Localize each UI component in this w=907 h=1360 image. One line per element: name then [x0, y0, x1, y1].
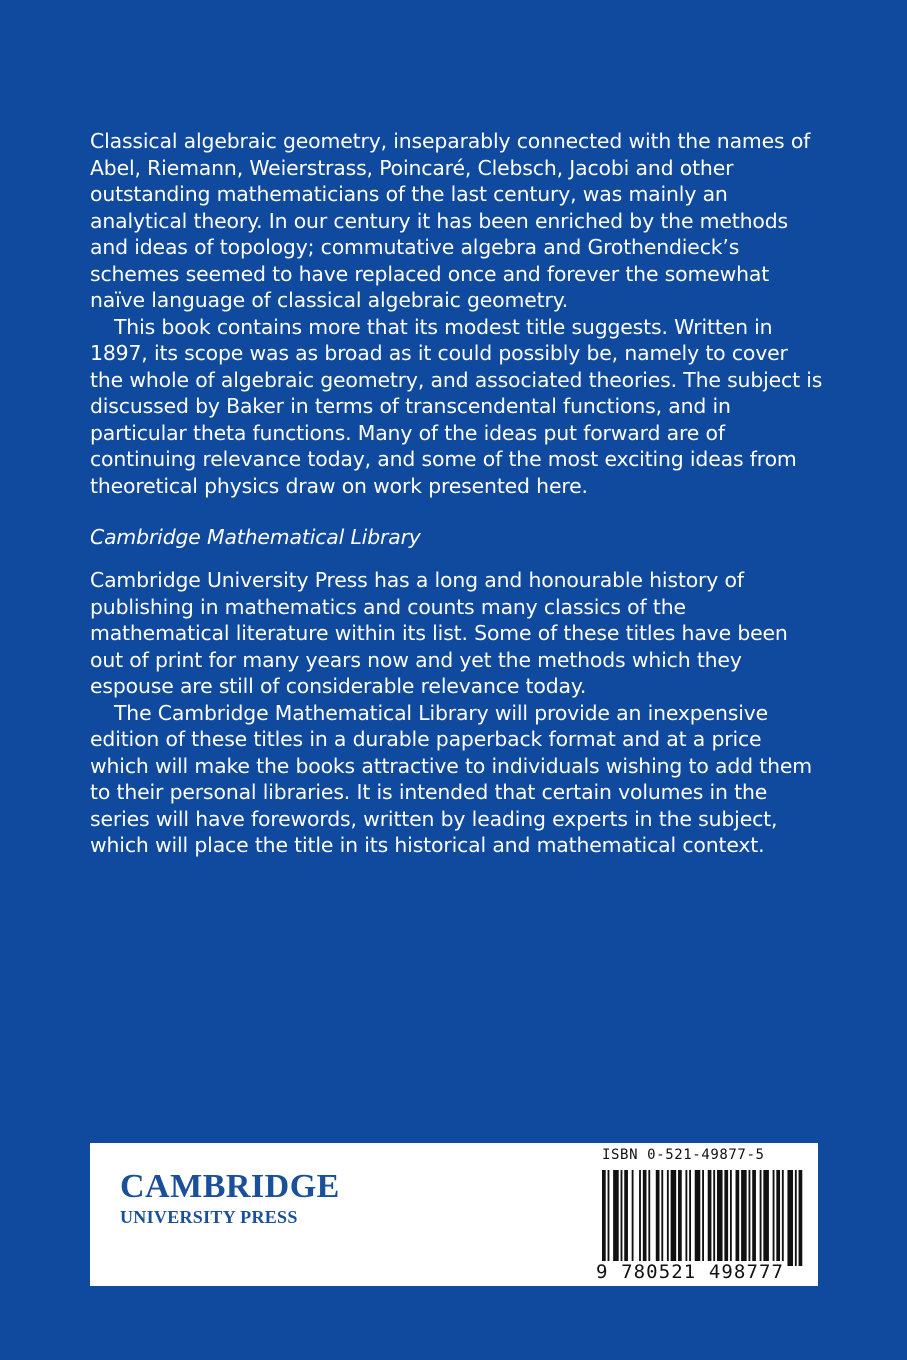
description-paragraph-1: Classical algebraic geometry, inseparably connected with the names of Abel, Riemann, Weierstrass, Poincaré, Clebsch, Jacobi and other outstanding mathematicians of the last century, was mainly an analytical theory. In our century it has been enriched by the methods and ideas of topology; commutative algebra and Grothendieck’s schemes seemed to have replaced once and forever the somewhat naïve language of classical algebraic geometry. [90, 129, 811, 312]
publisher-logo [120, 1170, 340, 1230]
series-paragraph-2: The Cambridge Mathematical Library will provide an inexpensive edition of these titles in a durable paperback format and at a price which will make the books attractive to individuals wishing to add them to their personal libraries. It is intended that certain volumes in the series will have forewords, written by leading experts in the subject, which will place the title in its historical and mathematical context. [90, 700, 812, 857]
publisher-panel [90, 1143, 818, 1286]
description-paragraph-2: This book contains more that its modest title suggests. Written in 1897, its scope was as broad as it could possibly be, namely to cover the whole of algebraic geometry, and associated theories. The subject is discussed by Baker in terms of transcendental functions, and in particular theta functions. Many of the ideas put forward are of continuing relevance today, and some of the most exciting ideas from theoretical physics draw on work presented here. [90, 314, 823, 498]
isbn-label: ISBN 0-521-49877-5 [602, 1147, 765, 1163]
barcode-number: 9 780521 498777 [596, 1261, 785, 1283]
book-description [90, 128, 825, 499]
publisher-name: CAMBRIDGE [120, 1168, 340, 1205]
barcode-icon [602, 1170, 806, 1266]
series-heading: Cambridge Mathematical Library [90, 525, 421, 549]
series-paragraph-1: Cambridge University Press has a long and honourable history of publishing in mathematics and counts many classics of the mathematical literature within its list. Some of these titles have been out of print for many years now and yet the methods which they espouse are still of considerable relevance today. [90, 568, 788, 698]
publisher-subtitle: UNIVERSITY PRESS [120, 1207, 298, 1227]
series-description [90, 567, 825, 859]
